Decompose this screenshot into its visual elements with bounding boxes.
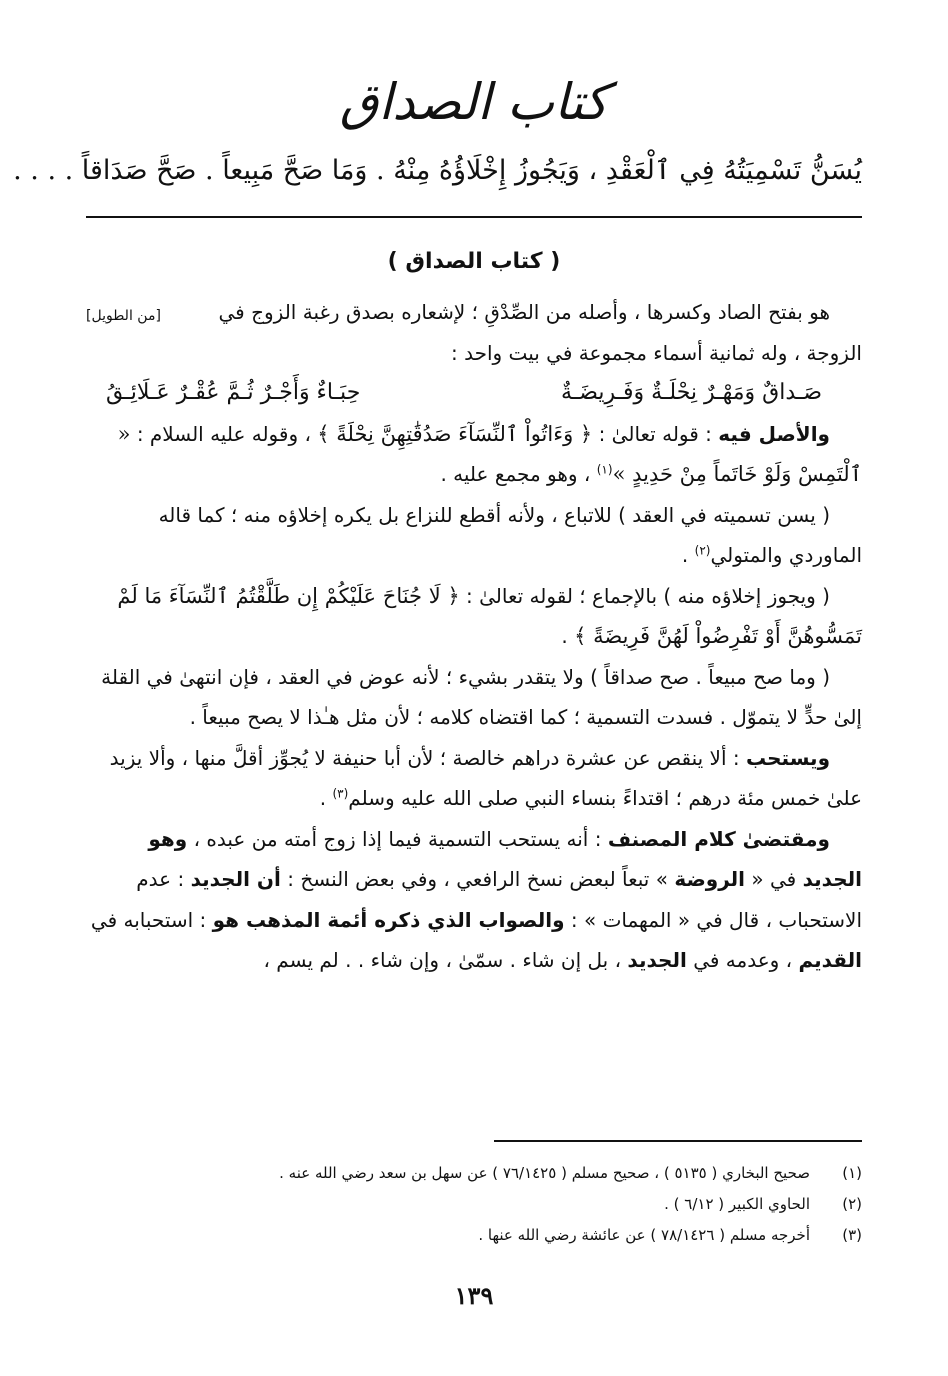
footnote-text: أخرجه مسلم ( ٧٨/١٤٢٦ ) عن عائشة رضي الله عنها . <box>478 1226 810 1244</box>
keyword: والصواب الذي ذكره أئمة المذهب هو <box>212 907 565 932</box>
footnote-number: (٢) <box>842 1195 862 1213</box>
keyword: القديم <box>798 948 862 972</box>
poetry-verse <box>86 373 862 414</box>
paragraph-text: ( ويجوز إخلاؤه منه ) بالإجماع ؛ لقوله تعالىٰ : <box>466 583 830 608</box>
footnote-text: صحيح البخاري ( ٥١٣٥ ) ، صحيح مسلم ( ٧٦/١٤٢٥ ) عن سهل بن سعد رضي الله عنه . <box>279 1164 810 1182</box>
footnote-number: (١) <box>842 1164 862 1182</box>
paragraph-tasmiya <box>86 495 862 576</box>
footnotes <box>86 1158 862 1251</box>
footnote-number: (٣) <box>842 1226 862 1244</box>
page-number: ١٣٩ <box>454 1281 494 1310</box>
paragraph-ikhla <box>86 576 862 657</box>
keyword: الروضة <box>674 867 746 891</box>
keyword-asl: والأصل فيه <box>718 421 830 446</box>
keyword-muqtada: ومقتضىٰ كلام المصنف <box>607 826 830 851</box>
meter-label: [من الطويل] <box>86 308 161 324</box>
paragraph-text: . <box>319 786 327 810</box>
footnote-text: الحاوي الكبير ( ٦/١٢ ) . <box>664 1195 810 1213</box>
verse-hemistich-second: حِبَـاءٌ وَأَجْـرٌ ثُـمَّ عُقْـرٌ عَـلَائِـقُ <box>106 380 361 405</box>
paragraph-text: . <box>681 543 689 567</box>
paragraph-text: : عدم الاستحباب ، قال في « المهمات » : <box>136 867 862 932</box>
footnote-item <box>86 1220 862 1251</box>
paragraph-text: هو بفتح الصاد وكسرها ، وأصله من الصِّدْقِ ؛ لإشعاره بصدق رغبة الزوج في الزوجة ، وله ثمانية أسماء مجموعة في بيت واحد : <box>218 300 862 365</box>
footnote-ref-1: (١) <box>596 462 613 477</box>
footnote-ref-3: (٣) <box>332 786 349 801</box>
keyword-yustahab: ويستحب <box>745 745 830 770</box>
paragraph-text: ، وعدمه في <box>693 948 793 972</box>
paragraph-text: : قوله تعالىٰ : <box>598 421 712 446</box>
section-heading: ( كتاب الصداق ) <box>387 249 561 274</box>
footnote-ref-2: (٢) <box>694 543 711 558</box>
footnote-item <box>86 1189 862 1220</box>
paragraph-istihbab <box>86 738 862 819</box>
header-divider <box>86 216 862 218</box>
paragraph-text: : ألا ينقص عن عشرة دراهم خالصة ؛ لأن أبا حنيفة لا يُجوِّز أقلَّ منها ، وألا يزيد علىٰ خمس مئة درهم ؛ اقتداءً بنساء النبي صلى الله عليه وسلم <box>109 745 862 810</box>
paragraph-text: » تبعاً لبعض نسخ الرافعي ، وفي بعض النسخ : <box>287 867 668 891</box>
matn-text: يُسَنُّ تَسْمِيَتُهُ فِي ٱلْعَقْدِ ، وَيَجُوزُ إِخْلَاؤُهُ مِنْهُ . وَمَا صَحَّ مَبِيعاً . صَحَّ صَدَاقاً . . . . <box>13 155 862 186</box>
paragraph-definition <box>86 292 862 373</box>
quran-verse: ﴿ وَءَاتُواْ ٱلنِّسَآءَ صَدُقَٰتِهِنَّ نِحْلَةً ﴾ <box>317 421 593 446</box>
footnote-divider <box>494 1140 862 1142</box>
paragraph-text: : أنه يستحب التسمية فيما إذا زوج أمته من عبده ، <box>193 826 602 851</box>
paragraph-text: ، بل إن شاء . سمّىٰ ، وإن شاء . . لم يسم ، <box>263 948 622 972</box>
chapter-title: كتاب الصداق <box>339 73 609 131</box>
keyword: أن الجديد <box>190 867 281 891</box>
paragraph-mabi: ( وما صح مبيعاً . صح صداقاً ) ولا يتقدر بشيء ؛ لأنه عوض في العقد ، فإن انتهىٰ في القلة إلىٰ حدٍّ لا يتموّل . فسدت التسمية ؛ كما اقتضاه كلامه ؛ لأن مثل هـٰذا لا يصح مبيعاً . <box>101 664 862 729</box>
paragraph-text: في « <box>751 867 797 891</box>
commentary-body <box>86 292 862 981</box>
keyword: وهو الجديد <box>148 826 862 891</box>
paragraph-text: ، وهو مجمع عليه . <box>440 462 591 486</box>
paragraph-text: ( يسن تسميته في العقد ) للاتباع ، ولأنه أقطع للنزاع بل يكره إخلاؤه منه ؛ كما قاله الماوردي والمتولي <box>158 502 862 567</box>
paragraph-text: . <box>561 624 568 648</box>
hadith-quote: « ٱلْتَمِسْ وَلَوْ خَاتَماً مِنْ حَدِيدٍ » <box>117 421 862 486</box>
paragraph-text: ، وقوله عليه السلام : <box>136 421 311 446</box>
paragraph-text: : استحبابه في <box>90 907 207 932</box>
paragraph-muqtada <box>86 819 862 981</box>
keyword: الجديد <box>627 948 687 972</box>
verse-hemistich-first: صَـداقٌ وَمَهْـرٌ نِحْلَـةٌ وَفَـرِيضَـةٌ <box>561 380 822 405</box>
footnote-item <box>86 1158 862 1189</box>
quran-verse: ﴿ لَا جُنَاحَ عَلَيْكُمْ إِن طَلَّقْتُمُ ٱلنِّسَآءَ مَا لَمْ تَمَسُّوهُنَّ أَوْ تَفْرِضُواْ لَهُنَّ فَرِيضَةً ﴾ <box>117 583 862 648</box>
paragraph-origin <box>86 414 862 495</box>
